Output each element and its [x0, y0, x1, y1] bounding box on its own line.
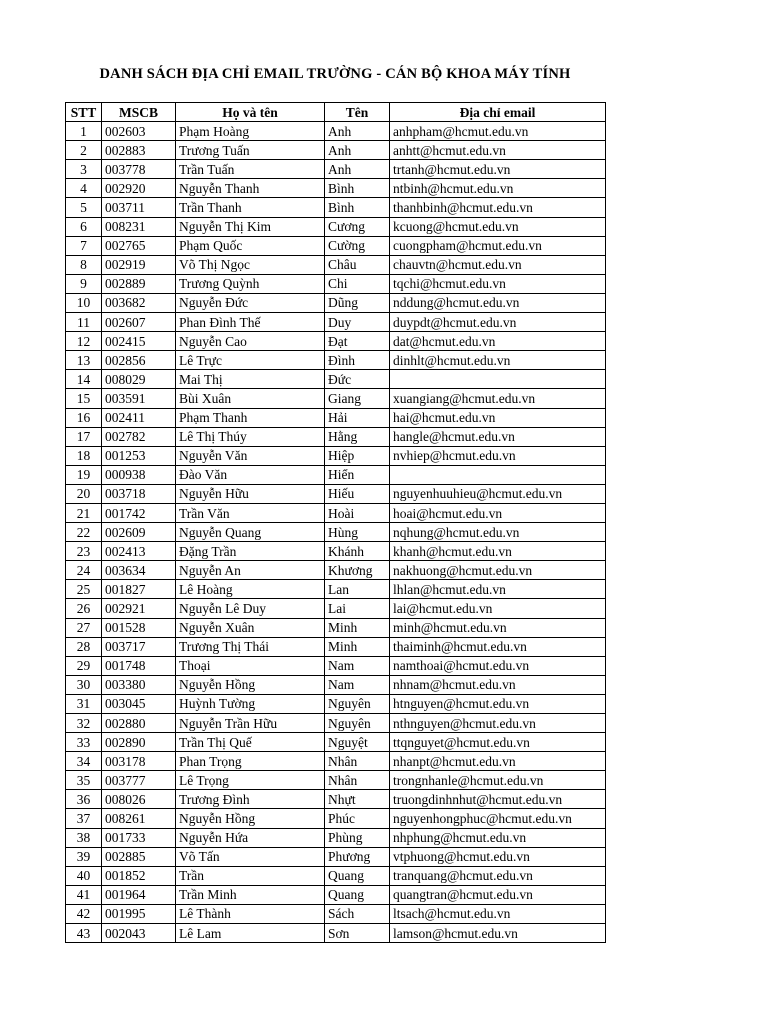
- full-name-cell: Nguyễn Thị Kim: [176, 217, 325, 236]
- email-cell: nhanpt@hcmut.edu.vn: [390, 752, 606, 771]
- stt-cell: 26: [66, 599, 102, 618]
- table-row: [66, 293, 606, 312]
- header-email: Địa chỉ email: [390, 103, 606, 122]
- header-mscb: MSCB: [102, 103, 176, 122]
- full-name-cell: Phạm Quốc: [176, 236, 325, 255]
- first-name-cell: Quang: [325, 885, 390, 904]
- full-name-cell: Trương Quỳnh: [176, 274, 325, 293]
- first-name-cell: Nhân: [325, 771, 390, 790]
- table-row: [66, 465, 606, 484]
- email-cell: dat@hcmut.edu.vn: [390, 332, 606, 351]
- mscb-cell: 001733: [102, 828, 176, 847]
- first-name-cell: Giang: [325, 389, 390, 408]
- full-name-cell: Nguyễn Xuân: [176, 618, 325, 637]
- email-cell: anhtt@hcmut.edu.vn: [390, 141, 606, 160]
- first-name-cell: Nam: [325, 656, 390, 675]
- stt-cell: 19: [66, 465, 102, 484]
- first-name-cell: Hoài: [325, 503, 390, 522]
- first-name-cell: Hiệp: [325, 446, 390, 465]
- email-cell: anhpham@hcmut.edu.vn: [390, 122, 606, 141]
- full-name-cell: Nguyễn Hồng: [176, 675, 325, 694]
- mscb-cell: 002043: [102, 924, 176, 943]
- stt-cell: 16: [66, 408, 102, 427]
- first-name-cell: Bình: [325, 198, 390, 217]
- table-row: [66, 714, 606, 733]
- email-cell: nhnam@hcmut.edu.vn: [390, 675, 606, 694]
- first-name-cell: Đạt: [325, 332, 390, 351]
- full-name-cell: Nguyễn Đức: [176, 293, 325, 312]
- full-name-cell: Mai Thị: [176, 370, 325, 389]
- table-row: [66, 160, 606, 179]
- stt-cell: 37: [66, 809, 102, 828]
- stt-cell: 9: [66, 274, 102, 293]
- email-cell: thaiminh@hcmut.edu.vn: [390, 637, 606, 656]
- first-name-cell: Nhân: [325, 752, 390, 771]
- first-name-cell: Nguyệt: [325, 733, 390, 752]
- full-name-cell: Trần Minh: [176, 885, 325, 904]
- mscb-cell: 002765: [102, 236, 176, 255]
- mscb-cell: 001253: [102, 446, 176, 465]
- first-name-cell: Phúc: [325, 809, 390, 828]
- first-name-cell: Sách: [325, 904, 390, 923]
- table-row: [66, 904, 606, 923]
- full-name-cell: Nguyễn Hữu: [176, 484, 325, 503]
- email-cell: vtphuong@hcmut.edu.vn: [390, 847, 606, 866]
- table-row: [66, 790, 606, 809]
- first-name-cell: Phùng: [325, 828, 390, 847]
- email-cell: nhphung@hcmut.edu.vn: [390, 828, 606, 847]
- stt-cell: 27: [66, 618, 102, 637]
- mscb-cell: 001827: [102, 580, 176, 599]
- stt-cell: 39: [66, 847, 102, 866]
- table-row: [66, 370, 606, 389]
- email-cell: ttqnguyet@hcmut.edu.vn: [390, 733, 606, 752]
- email-cell: tranquang@hcmut.edu.vn: [390, 866, 606, 885]
- mscb-cell: 003717: [102, 637, 176, 656]
- table-row: [66, 198, 606, 217]
- table-row: [66, 599, 606, 618]
- first-name-cell: Khương: [325, 561, 390, 580]
- full-name-cell: Lê Hoàng: [176, 580, 325, 599]
- stt-cell: 28: [66, 637, 102, 656]
- full-name-cell: Lê Trọng: [176, 771, 325, 790]
- full-name-cell: Nguyễn Hồng: [176, 809, 325, 828]
- full-name-cell: Trương Đình: [176, 790, 325, 809]
- table-row: [66, 561, 606, 580]
- mscb-cell: 001748: [102, 656, 176, 675]
- full-name-cell: Trần Tuấn: [176, 160, 325, 179]
- full-name-cell: Võ Tấn: [176, 847, 325, 866]
- table-row: [66, 675, 606, 694]
- email-cell: lamson@hcmut.edu.vn: [390, 924, 606, 943]
- stt-cell: 42: [66, 904, 102, 923]
- first-name-cell: Nguyên: [325, 714, 390, 733]
- table-row: [66, 771, 606, 790]
- full-name-cell: Thoại: [176, 656, 325, 675]
- first-name-cell: Nhựt: [325, 790, 390, 809]
- header-row: [66, 103, 606, 122]
- email-cell: hoai@hcmut.edu.vn: [390, 503, 606, 522]
- mscb-cell: 002919: [102, 255, 176, 274]
- stt-cell: 8: [66, 255, 102, 274]
- table-row: [66, 389, 606, 408]
- table-row: [66, 179, 606, 198]
- stt-cell: 35: [66, 771, 102, 790]
- first-name-cell: Nam: [325, 675, 390, 694]
- first-name-cell: Cường: [325, 236, 390, 255]
- stt-cell: 22: [66, 523, 102, 542]
- table-row: [66, 733, 606, 752]
- full-name-cell: Đào Văn: [176, 465, 325, 484]
- table-row: [66, 580, 606, 599]
- first-name-cell: Hùng: [325, 523, 390, 542]
- full-name-cell: Nguyễn Thanh: [176, 179, 325, 198]
- full-name-cell: Trần: [176, 866, 325, 885]
- table-header: [66, 103, 606, 122]
- email-cell: htnguyen@hcmut.edu.vn: [390, 694, 606, 713]
- full-name-cell: Trương Thị Thái: [176, 637, 325, 656]
- mscb-cell: 002920: [102, 179, 176, 198]
- first-name-cell: Quang: [325, 866, 390, 885]
- stt-cell: 32: [66, 714, 102, 733]
- stt-cell: 2: [66, 141, 102, 160]
- email-cell: nguyenhongphuc@hcmut.edu.vn: [390, 809, 606, 828]
- email-cell: truongdinhnhut@hcmut.edu.vn: [390, 790, 606, 809]
- table-row: [66, 828, 606, 847]
- full-name-cell: Phạm Hoàng: [176, 122, 325, 141]
- table-row: [66, 656, 606, 675]
- first-name-cell: Hiếu: [325, 484, 390, 503]
- stt-cell: 25: [66, 580, 102, 599]
- email-cell: nqhung@hcmut.edu.vn: [390, 523, 606, 542]
- stt-cell: 13: [66, 351, 102, 370]
- first-name-cell: Đình: [325, 351, 390, 370]
- stt-cell: 38: [66, 828, 102, 847]
- full-name-cell: Lê Trực: [176, 351, 325, 370]
- mscb-cell: 002921: [102, 599, 176, 618]
- email-table: [65, 102, 606, 943]
- stt-cell: 43: [66, 924, 102, 943]
- full-name-cell: Nguyễn Văn: [176, 446, 325, 465]
- first-name-cell: Minh: [325, 637, 390, 656]
- mscb-cell: 002782: [102, 427, 176, 446]
- email-cell: lai@hcmut.edu.vn: [390, 599, 606, 618]
- stt-cell: 20: [66, 484, 102, 503]
- stt-cell: 5: [66, 198, 102, 217]
- mscb-cell: 008026: [102, 790, 176, 809]
- full-name-cell: Nguyễn Cao: [176, 332, 325, 351]
- table-row: [66, 694, 606, 713]
- stt-cell: 30: [66, 675, 102, 694]
- full-name-cell: Phan Trọng: [176, 752, 325, 771]
- email-cell: nvhiep@hcmut.edu.vn: [390, 446, 606, 465]
- email-cell: [390, 465, 606, 484]
- full-name-cell: Lê Thành: [176, 904, 325, 923]
- first-name-cell: Hiển: [325, 465, 390, 484]
- first-name-cell: Hằng: [325, 427, 390, 446]
- full-name-cell: Võ Thị Ngọc: [176, 255, 325, 274]
- mscb-cell: 008029: [102, 370, 176, 389]
- table-row: [66, 122, 606, 141]
- mscb-cell: 002889: [102, 274, 176, 293]
- mscb-cell: 003045: [102, 694, 176, 713]
- mscb-cell: 003777: [102, 771, 176, 790]
- table-row: [66, 141, 606, 160]
- stt-cell: 21: [66, 503, 102, 522]
- header-stt: STT: [66, 103, 102, 122]
- stt-cell: 12: [66, 332, 102, 351]
- full-name-cell: Nguyễn Lê Duy: [176, 599, 325, 618]
- email-cell: trtanh@hcmut.edu.vn: [390, 160, 606, 179]
- mscb-cell: 002885: [102, 847, 176, 866]
- mscb-cell: 003711: [102, 198, 176, 217]
- table-row: [66, 503, 606, 522]
- full-name-cell: Trần Thị Quế: [176, 733, 325, 752]
- full-name-cell: Trần Văn: [176, 503, 325, 522]
- first-name-cell: Khánh: [325, 542, 390, 561]
- table-row: [66, 351, 606, 370]
- email-cell: chauvtn@hcmut.edu.vn: [390, 255, 606, 274]
- mscb-cell: 003682: [102, 293, 176, 312]
- mscb-cell: 000938: [102, 465, 176, 484]
- stt-cell: 33: [66, 733, 102, 752]
- full-name-cell: Phan Đình Thế: [176, 313, 325, 332]
- email-cell: hai@hcmut.edu.vn: [390, 408, 606, 427]
- stt-cell: 23: [66, 542, 102, 561]
- table-row: [66, 637, 606, 656]
- mscb-cell: 002607: [102, 313, 176, 332]
- table-row: [66, 217, 606, 236]
- full-name-cell: Huỳnh Tường: [176, 694, 325, 713]
- table-row: [66, 274, 606, 293]
- email-cell: trongnhanle@hcmut.edu.vn: [390, 771, 606, 790]
- first-name-cell: Phương: [325, 847, 390, 866]
- email-cell: [390, 370, 606, 389]
- table-row: [66, 236, 606, 255]
- full-name-cell: Bùi Xuân: [176, 389, 325, 408]
- table-body: [66, 122, 606, 943]
- stt-cell: 40: [66, 866, 102, 885]
- stt-cell: 15: [66, 389, 102, 408]
- mscb-cell: 002890: [102, 733, 176, 752]
- table-row: [66, 255, 606, 274]
- mscb-cell: 001742: [102, 503, 176, 522]
- mscb-cell: 002880: [102, 714, 176, 733]
- first-name-cell: Lai: [325, 599, 390, 618]
- table-row: [66, 313, 606, 332]
- mscb-cell: 002609: [102, 523, 176, 542]
- table-row: [66, 446, 606, 465]
- email-cell: cuongpham@hcmut.edu.vn: [390, 236, 606, 255]
- full-name-cell: Đặng Trần: [176, 542, 325, 561]
- table-row: [66, 332, 606, 351]
- first-name-cell: Hải: [325, 408, 390, 427]
- first-name-cell: Bình: [325, 179, 390, 198]
- stt-cell: 3: [66, 160, 102, 179]
- email-cell: namthoai@hcmut.edu.vn: [390, 656, 606, 675]
- stt-cell: 18: [66, 446, 102, 465]
- mscb-cell: 008231: [102, 217, 176, 236]
- full-name-cell: Nguyễn An: [176, 561, 325, 580]
- full-name-cell: Nguyễn Quang: [176, 523, 325, 542]
- mscb-cell: 002603: [102, 122, 176, 141]
- email-cell: dinhlt@hcmut.edu.vn: [390, 351, 606, 370]
- table-row: [66, 408, 606, 427]
- table-row: [66, 924, 606, 943]
- full-name-cell: Nguyễn Trần Hữu: [176, 714, 325, 733]
- stt-cell: 14: [66, 370, 102, 389]
- first-name-cell: Anh: [325, 160, 390, 179]
- stt-cell: 36: [66, 790, 102, 809]
- first-name-cell: Anh: [325, 141, 390, 160]
- email-cell: lhlan@hcmut.edu.vn: [390, 580, 606, 599]
- first-name-cell: Anh: [325, 122, 390, 141]
- stt-cell: 31: [66, 694, 102, 713]
- stt-cell: 10: [66, 293, 102, 312]
- stt-cell: 41: [66, 885, 102, 904]
- email-cell: nthnguyen@hcmut.edu.vn: [390, 714, 606, 733]
- mscb-cell: 002415: [102, 332, 176, 351]
- first-name-cell: Cương: [325, 217, 390, 236]
- mscb-cell: 001964: [102, 885, 176, 904]
- mscb-cell: 002411: [102, 408, 176, 427]
- full-name-cell: Trần Thanh: [176, 198, 325, 217]
- mscb-cell: 002883: [102, 141, 176, 160]
- table-row: [66, 542, 606, 561]
- full-name-cell: Nguyễn Hứa: [176, 828, 325, 847]
- email-cell: ltsach@hcmut.edu.vn: [390, 904, 606, 923]
- first-name-cell: Sơn: [325, 924, 390, 943]
- document-title: DANH SÁCH ĐỊA CHỈ EMAIL TRƯỜNG - CÁN BỘ KHOA MÁY TÍNH: [99, 66, 571, 82]
- stt-cell: 34: [66, 752, 102, 771]
- mscb-cell: 001528: [102, 618, 176, 637]
- mscb-cell: 001995: [102, 904, 176, 923]
- email-cell: minh@hcmut.edu.vn: [390, 618, 606, 637]
- email-cell: nddung@hcmut.edu.vn: [390, 293, 606, 312]
- email-cell: khanh@hcmut.edu.vn: [390, 542, 606, 561]
- table-row: [66, 847, 606, 866]
- stt-cell: 24: [66, 561, 102, 580]
- email-cell: hangle@hcmut.edu.vn: [390, 427, 606, 446]
- first-name-cell: Duy: [325, 313, 390, 332]
- mscb-cell: 001852: [102, 866, 176, 885]
- full-name-cell: Trương Tuấn: [176, 141, 325, 160]
- email-cell: thanhbinh@hcmut.edu.vn: [390, 198, 606, 217]
- stt-cell: 7: [66, 236, 102, 255]
- email-cell: tqchi@hcmut.edu.vn: [390, 274, 606, 293]
- stt-cell: 17: [66, 427, 102, 446]
- first-name-cell: Dũng: [325, 293, 390, 312]
- first-name-cell: Chi: [325, 274, 390, 293]
- mscb-cell: 003634: [102, 561, 176, 580]
- full-name-cell: Phạm Thanh: [176, 408, 325, 427]
- mscb-cell: 003380: [102, 675, 176, 694]
- email-cell: nguyenhuuhieu@hcmut.edu.vn: [390, 484, 606, 503]
- email-cell: quangtran@hcmut.edu.vn: [390, 885, 606, 904]
- email-cell: kcuong@hcmut.edu.vn: [390, 217, 606, 236]
- stt-cell: 11: [66, 313, 102, 332]
- mscb-cell: 003718: [102, 484, 176, 503]
- stt-cell: 29: [66, 656, 102, 675]
- full-name-cell: Lê Thị Thúy: [176, 427, 325, 446]
- table-row: [66, 618, 606, 637]
- table-row: [66, 866, 606, 885]
- first-name-cell: Đức: [325, 370, 390, 389]
- first-name-cell: Minh: [325, 618, 390, 637]
- header-full-name: Họ và tên: [176, 103, 325, 122]
- mscb-cell: 002856: [102, 351, 176, 370]
- table-row: [66, 809, 606, 828]
- table-row: [66, 752, 606, 771]
- first-name-cell: Lan: [325, 580, 390, 599]
- stt-cell: 4: [66, 179, 102, 198]
- email-cell: duypdt@hcmut.edu.vn: [390, 313, 606, 332]
- table-row: [66, 484, 606, 503]
- email-cell: nakhuong@hcmut.edu.vn: [390, 561, 606, 580]
- email-cell: ntbinh@hcmut.edu.vn: [390, 179, 606, 198]
- mscb-cell: 003778: [102, 160, 176, 179]
- table-row: [66, 427, 606, 446]
- header-first-name: Tên: [325, 103, 390, 122]
- table-row: [66, 885, 606, 904]
- first-name-cell: Châu: [325, 255, 390, 274]
- mscb-cell: 003591: [102, 389, 176, 408]
- stt-cell: 6: [66, 217, 102, 236]
- first-name-cell: Nguyên: [325, 694, 390, 713]
- mscb-cell: 008261: [102, 809, 176, 828]
- email-cell: xuangiang@hcmut.edu.vn: [390, 389, 606, 408]
- mscb-cell: 002413: [102, 542, 176, 561]
- full-name-cell: Lê Lam: [176, 924, 325, 943]
- table-row: [66, 523, 606, 542]
- stt-cell: 1: [66, 122, 102, 141]
- mscb-cell: 003178: [102, 752, 176, 771]
